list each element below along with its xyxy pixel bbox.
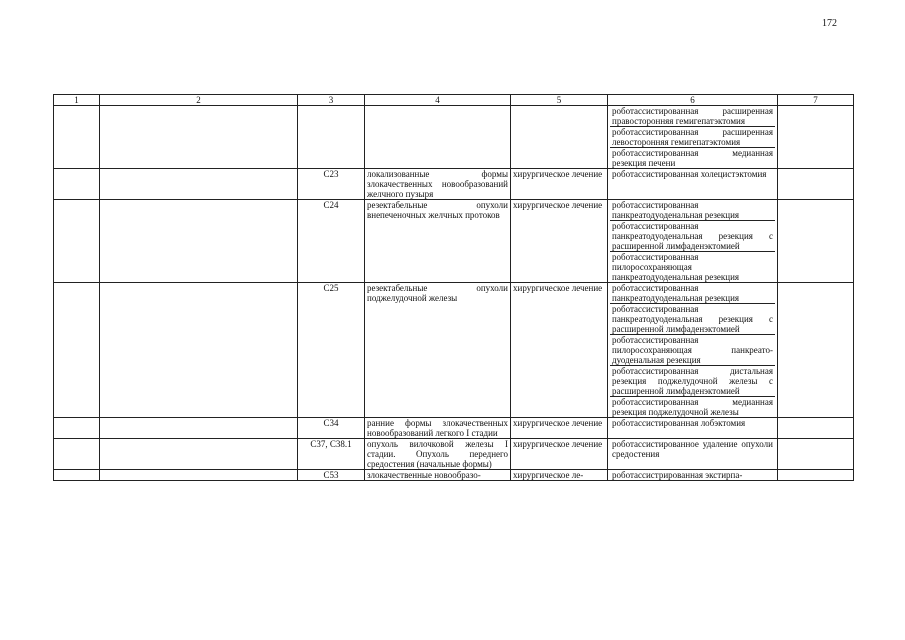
cell-number <box>54 169 100 200</box>
procedure-item: роботассистированная холецистэктомия <box>612 169 767 179</box>
column-header: 4 <box>365 95 511 106</box>
table-row <box>54 470 854 481</box>
cell-diagnosis: резектабельные опухоли поджелудочной железы <box>365 283 511 418</box>
cell-procedures <box>608 418 778 439</box>
table-row <box>54 169 854 200</box>
cell-treatment <box>511 106 608 169</box>
column-header: 1 <box>54 95 100 106</box>
procedure-item: роботассистированная панкреатодуоденальная резекция с расширенной лимфаденэктомией <box>612 304 773 334</box>
cell-profile <box>100 439 298 470</box>
cell-code: C24 <box>298 200 365 283</box>
cell-norm <box>778 418 854 439</box>
cell-code: C25 <box>298 283 365 418</box>
cell-number <box>54 283 100 418</box>
cell-diagnosis: ранние формы злокачественных новообразований легкого I стадии <box>365 418 511 439</box>
cell-procedures <box>608 200 778 283</box>
table-row <box>54 283 854 418</box>
cell-profile <box>100 200 298 283</box>
table-row <box>54 418 854 439</box>
cell-norm <box>778 439 854 470</box>
procedure-item: роботассистированная панкреатодуоденальная резекция <box>612 200 740 220</box>
cell-procedures <box>608 283 778 418</box>
cell-diagnosis <box>365 106 511 169</box>
cell-norm <box>778 200 854 283</box>
table-row <box>54 106 854 169</box>
cell-profile <box>100 106 298 169</box>
procedure-item: роботассистированная пилоросохраняющая панкреатодуоденальная резекция <box>610 251 775 282</box>
column-header: 7 <box>778 95 854 106</box>
cell-treatment: хирургическое ле- <box>511 470 608 481</box>
procedure-item: роботассистированная расширенная левосторонняя гемигепатэктомия <box>612 127 773 147</box>
column-header: 3 <box>298 95 365 106</box>
column-header: 5 <box>511 95 608 106</box>
cell-diagnosis: злокачественные новообразо- <box>365 470 511 481</box>
table-row <box>54 200 854 283</box>
cell-number <box>54 439 100 470</box>
cell-treatment: хирургическое лечение <box>511 418 608 439</box>
cell-diagnosis: опухоль вилочковой железы I стадии. Опухоль переднего средостения (начальные формы) <box>365 439 511 470</box>
cell-number <box>54 200 100 283</box>
cell-norm <box>778 106 854 169</box>
table-row <box>54 439 854 470</box>
cell-procedures <box>608 439 778 470</box>
cell-procedures <box>608 106 778 169</box>
procedures-table <box>53 94 854 481</box>
header-row <box>54 95 854 106</box>
cell-diagnosis: резектабельные опухоли внепеченочных желчных протоков <box>365 200 511 283</box>
cell-number <box>54 470 100 481</box>
cell-code: C23 <box>298 169 365 200</box>
procedure-item: роботассистированная панкреатодуоденальная резекция <box>612 283 740 303</box>
column-header: 2 <box>100 95 298 106</box>
procedure-item: роботассистированное удаление опухоли средостения <box>612 439 773 459</box>
page-number: 172 <box>822 18 837 29</box>
cell-code: C37, C38.1 <box>298 439 365 470</box>
cell-profile <box>100 283 298 418</box>
procedure-item: роботассистированная медианная резекция печени <box>612 148 773 168</box>
procedure-item: роботассистированная лобэктомия <box>612 418 746 428</box>
cell-number <box>54 418 100 439</box>
cell-diagnosis: локализованные формы злокачественных новообразований желчного пузыря <box>365 169 511 200</box>
cell-norm <box>778 169 854 200</box>
cell-treatment: хирургическое лечение <box>511 283 608 418</box>
cell-profile <box>100 470 298 481</box>
cell-norm <box>778 283 854 418</box>
cell-code <box>298 106 365 169</box>
procedure-item: роботассистированная расширенная правосторонняя гемигепатэктомия <box>612 106 773 126</box>
cell-code: C53 <box>298 470 365 481</box>
cell-norm <box>778 470 854 481</box>
procedure-item: роботассистированная медианная резекция поджелудочной железы <box>612 397 773 417</box>
cell-number <box>54 106 100 169</box>
cell-procedures <box>608 470 778 481</box>
cell-treatment: хирургическое лечение <box>511 169 608 200</box>
procedure-item: роботассистрированная экстирпа- <box>612 470 743 480</box>
cell-treatment: хирургическое лечение <box>511 439 608 470</box>
cell-profile <box>100 169 298 200</box>
procedure-item: роботассистированная пилоросохраняющая панкреато-дуоденальная резекция <box>612 335 773 365</box>
column-header: 6 <box>608 95 778 106</box>
cell-treatment: хирургическое лечение <box>511 200 608 283</box>
cell-procedures <box>608 169 778 200</box>
procedure-item: роботассистированная дистальная резекция поджелудочной железы с расширенной лимфаденэктомией <box>612 366 773 396</box>
cell-code: C34 <box>298 418 365 439</box>
procedure-item: роботассистированная панкреатодуоденальная резекция с расширенной лимфаденэктомией <box>612 221 773 251</box>
cell-profile <box>100 418 298 439</box>
